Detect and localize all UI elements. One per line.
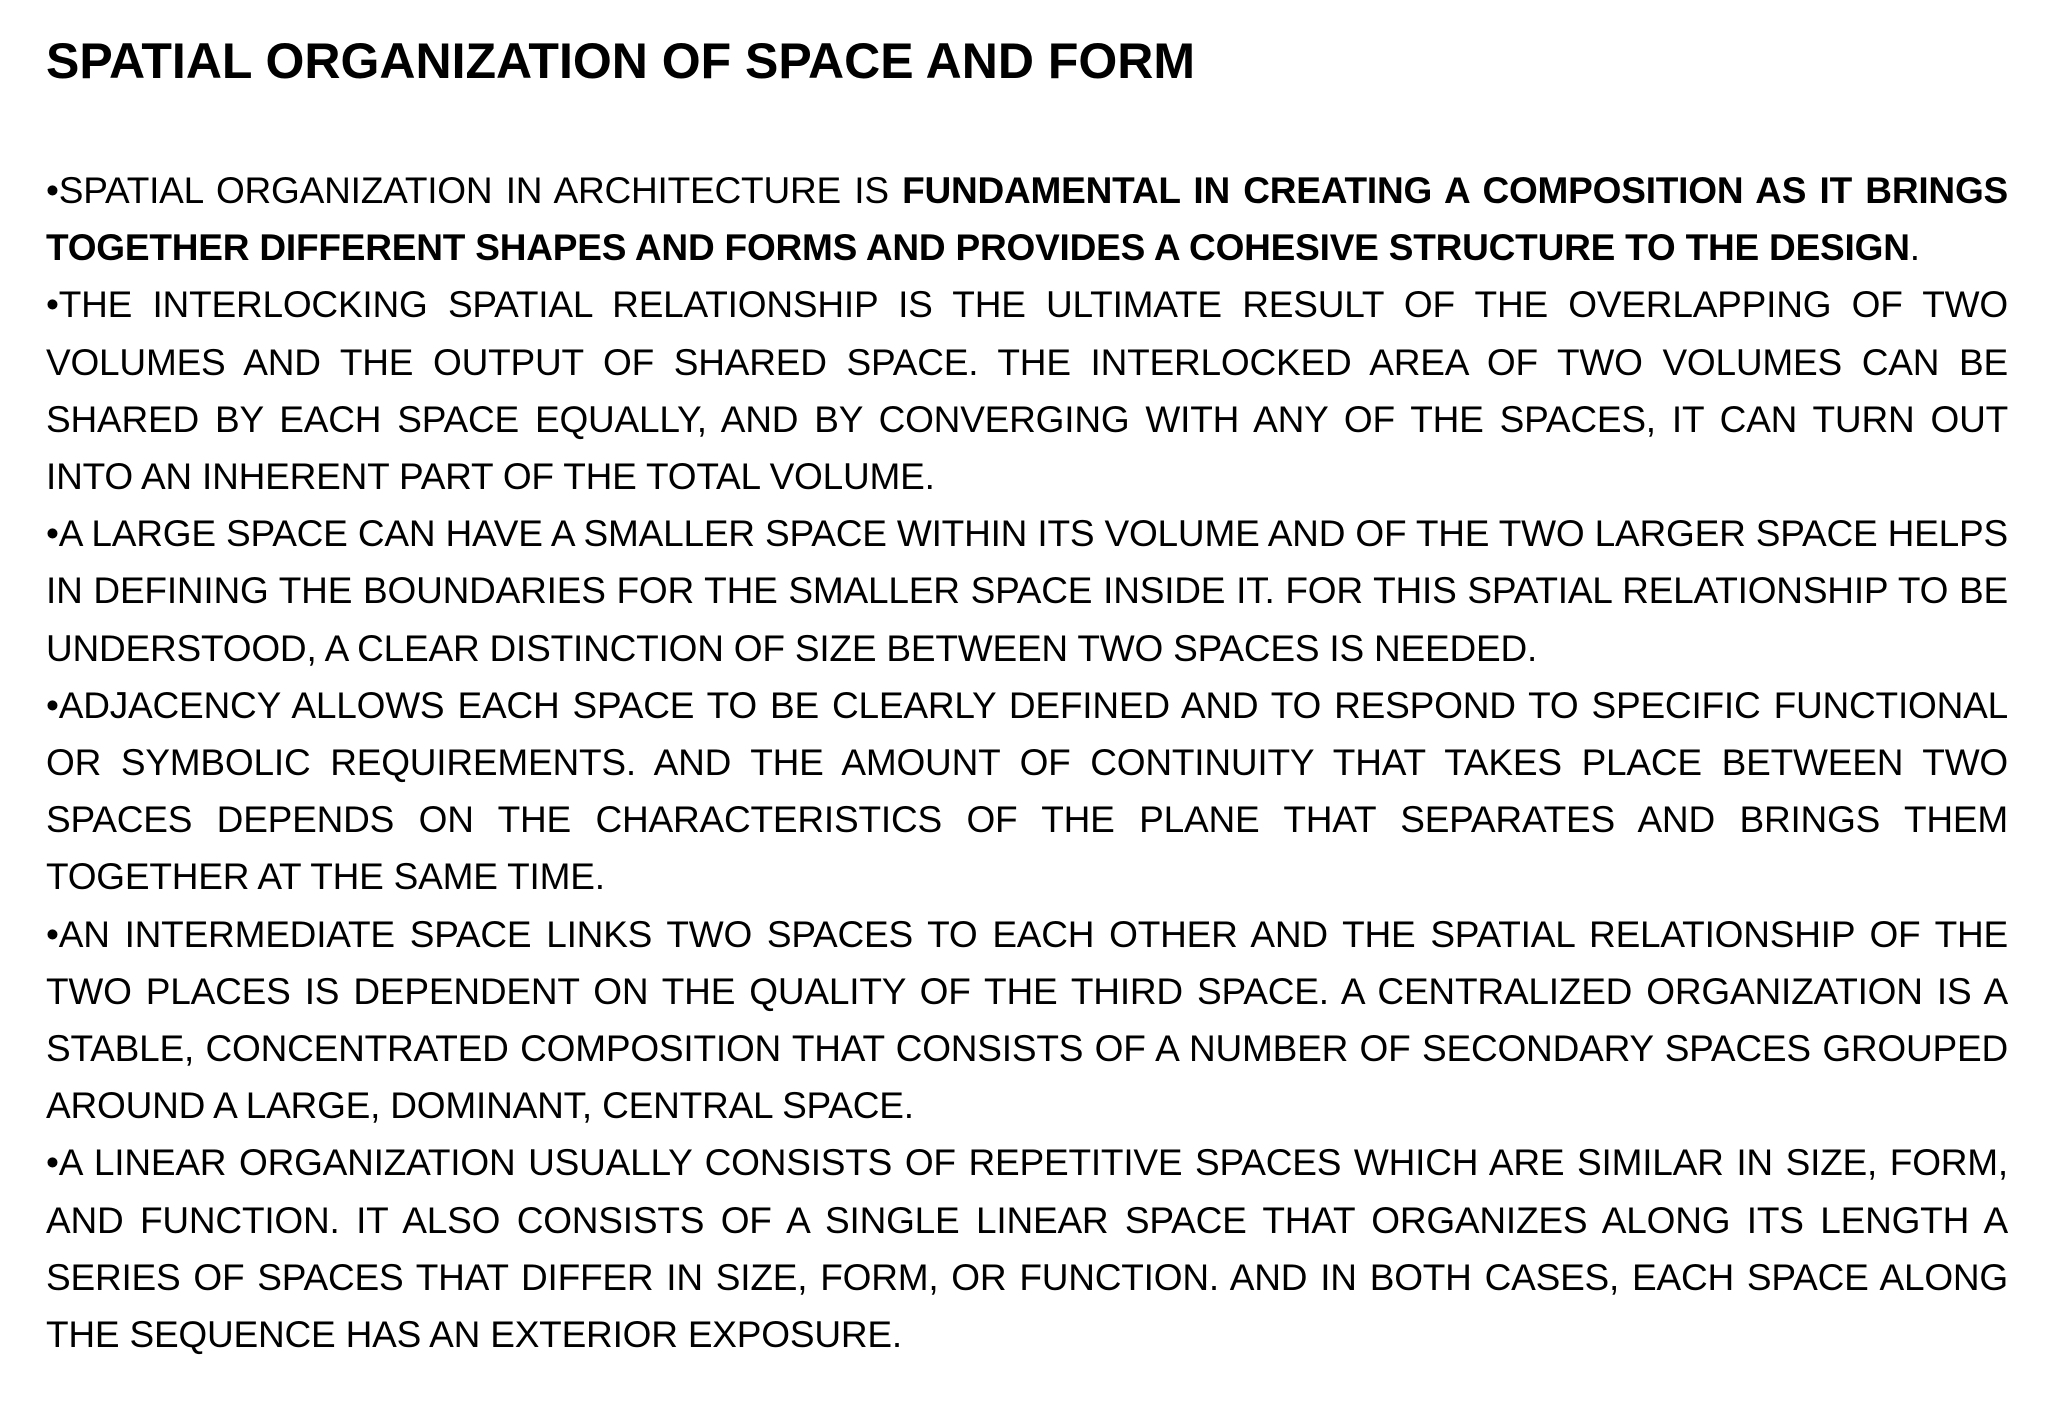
bullet-bold-text: FUNDAMENTAL IN CREATING A COMPOSITION AS IT BRINGS TOGETHER DIFFERENT SHAPES AND FORMS AND PROVIDES A COHESIVE STRUCTURE TO THE DESIGN — [46, 170, 2008, 269]
bullet-intermediate-space: •AN INTERMEDIATE SPACE LINKS TWO SPACES TO EACH OTHER AND THE SPATIAL RELATIONSHIP OF THE TWO PLACES IS DEPENDENT ON THE QUALITY OF THE THIRD SPACE. A CENTRALIZED ORGANIZATION IS A STABLE, CONCENTRATED COMPOSITION THAT CONSISTS OF A NUMBER OF SECONDARY SPACES GROUPED AROUND A LARGE, DOMINANT, CENTRAL SPACE. — [46, 913, 2008, 1127]
bullet-space-within-space: •A LARGE SPACE CAN HAVE A SMALLER SPACE WITHIN ITS VOLUME AND OF THE TWO LARGER SPACE HELPS IN DEFINING THE BOUNDARIES FOR THE SMALLER SPACE INSIDE IT. FOR THIS SPATIAL RELATIONSHIP TO BE UNDERSTOOD, A CLEAR DISTINCTION OF SIZE BETWEEN TWO SPACES IS NEEDED. — [46, 513, 2008, 669]
bullet-adjacency: •ADJACENCY ALLOWS EACH SPACE TO BE CLEARLY DEFINED AND TO RESPOND TO SPECIFIC FUNCTIONAL OR SYMBOLIC REQUIREMENTS. AND THE AMOUNT OF CONTINUITY THAT TAKES PLACE BETWEEN TWO SPACES DEPENDS ON THE CHARACTERISTICS OF THE PLANE THAT SEPARATES AND BRINGS THEM TOGETHER AT THE SAME TIME. — [46, 684, 2008, 898]
bullet-list — [46, 162, 2008, 1363]
page-title: SPATIAL ORGANIZATION OF SPACE AND FORM — [46, 33, 1196, 89]
bullet-spatial-organization — [46, 162, 2008, 276]
bullet-linear-organization: •A LINEAR ORGANIZATION USUALLY CONSISTS OF REPETITIVE SPACES WHICH ARE SIMILAR IN SIZE, FORM, AND FUNCTION. IT ALSO CONSISTS OF A SINGLE LINEAR SPACE THAT ORGANIZES ALONG ITS LENGTH A SERIES OF SPACES THAT DIFFER IN SIZE, FORM, OR FUNCTION. AND IN BOTH CASES, EACH SPACE ALONG THE SEQUENCE HAS AN EXTERIOR EXPOSURE. — [46, 1142, 2008, 1356]
bullet-text-end: . — [1909, 227, 1920, 269]
bullet-interlocking: •THE INTERLOCKING SPATIAL RELATIONSHIP IS THE ULTIMATE RESULT OF THE OVERLAPPING OF TWO VOLUMES AND THE OUTPUT OF SHARED SPACE. THE INTERLOCKED AREA OF TWO VOLUMES CAN BE SHARED BY EACH SPACE EQUALLY, AND BY CONVERGING WITH ANY OF THE SPACES, IT CAN TURN OUT INTO AN INHERENT PART OF THE TOTAL VOLUME. — [46, 284, 2008, 498]
bullet-text: •SPATIAL ORGANIZATION IN ARCHITECTURE IS — [46, 170, 903, 211]
slide — [46, 28, 2008, 1363]
